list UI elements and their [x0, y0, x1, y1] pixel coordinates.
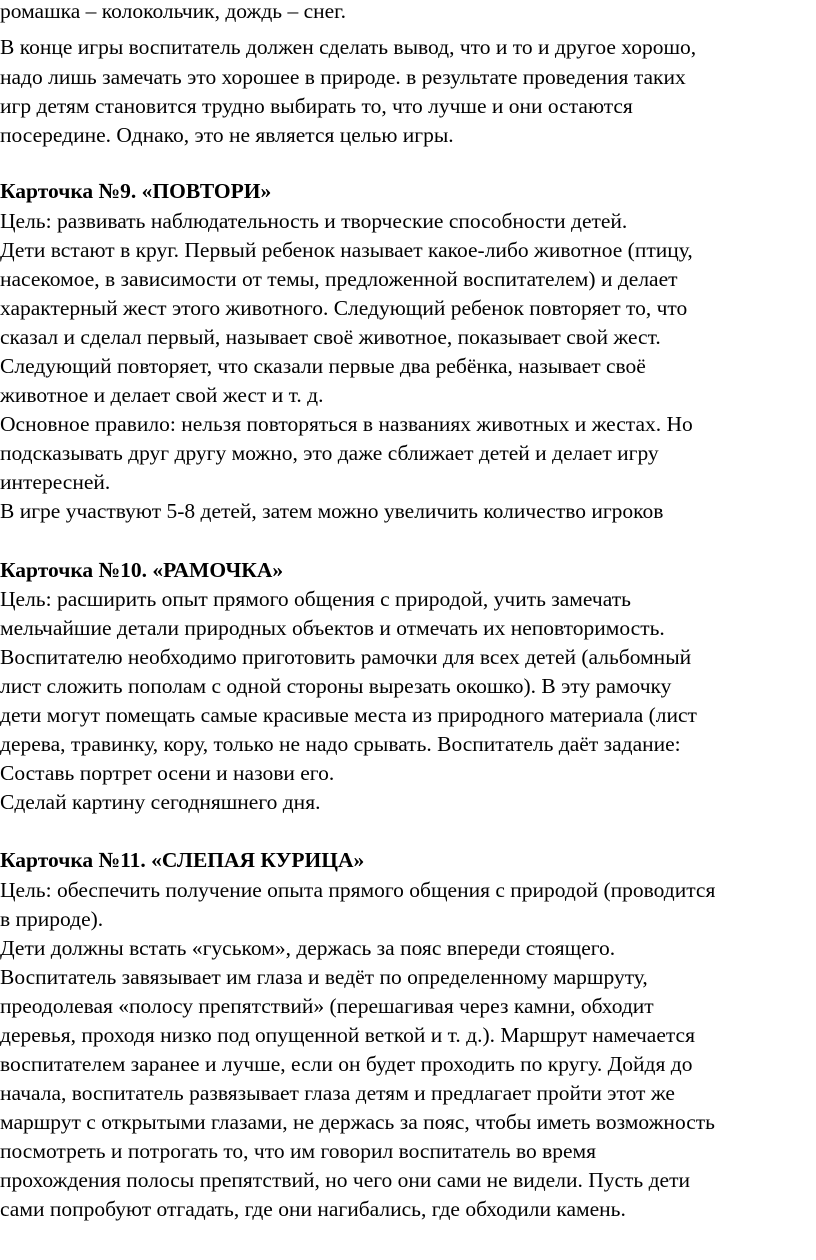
card-9-line: насекомое, в зависимости от темы, предложенной воспитателем) и делает	[0, 267, 678, 291]
card-9-line: характерный жест этого животного. Следующий ребенок повторяет то, что	[0, 296, 688, 320]
card-10-line: дерева, травинку, кору, только не надо срывать. Воспитатель даёт задание:	[0, 732, 681, 756]
card-11-line: прохождения полосы препятствий, но чего они сами не видели. Пусть дети	[0, 1168, 690, 1192]
card-11-line: преодолевая «полосу препятствий» (перешагивая через камни, обходит	[0, 994, 654, 1018]
card-10-line: мельчайшие детали природных объектов и отмечать их неповторимость.	[0, 616, 665, 640]
card-9-line: Следующий повторяет, что сказали первые два ребёнка, называет своё	[0, 354, 646, 378]
intro-line: посередине. Однако, это не является целью игры.	[0, 123, 454, 147]
card-9-line: животное и делает свой жест и т. д.	[0, 383, 324, 407]
card-10-line: Цель: расширить опыт прямого общения с природой, учить замечать	[0, 587, 631, 611]
card-10-line: Сделай картину сегодняшнего дня.	[0, 790, 321, 814]
card-11-line: посмотреть и потрогать то, что им говорил воспитатель во время	[0, 1139, 597, 1163]
card-11-line: воспитателем заранее и лучше, если он будет проходить по кругу. Дойдя до	[0, 1052, 693, 1076]
card-9-line: подсказывать друг другу можно, это даже сближает детей и делает игру	[0, 441, 659, 465]
card-9-line: интересней.	[0, 470, 111, 494]
card-9-line: сказал и сделал первый, называет своё животное, показывает свой жест.	[0, 325, 661, 349]
card-9-line: Дети встают в круг. Первый ребенок называет какое-либо животное (птицу,	[0, 238, 693, 262]
intro-line: игр детям становится трудно выбирать то, что лучше и они остаются	[0, 94, 633, 118]
card-10-line: Составь портрет осени и назови его.	[0, 761, 335, 785]
card-10-title: Карточка №10. «РАМОЧКА»	[0, 558, 284, 582]
card-11-line: деревья, проходя низко под опущенной веткой и т. д.). Маршрут намечается	[0, 1023, 695, 1047]
card-9-line: Цель: развивать наблюдательность и творческие способности детей.	[0, 209, 628, 233]
card-9-title: Карточка №9. «ПОВТОРИ»	[0, 179, 272, 203]
card-11-line: сами попробуют отгадать, где они нагибались, где обходили камень.	[0, 1197, 626, 1221]
card-11-line: Цель: обеспечить получение опыта прямого общения с природой (проводится	[0, 878, 716, 902]
card-11-line: в природе).	[0, 907, 104, 931]
card-11-line: начала, воспитатель развязывает глаза детям и предлагает пройти этот же	[0, 1081, 675, 1105]
card-11-line: маршрут с открытыми глазами, не держась за пояс, чтобы иметь возможность	[0, 1110, 715, 1134]
card-9-line: Основное правило: нельзя повторяться в названиях животных и жестах. Но	[0, 412, 693, 436]
intro-line: В конце игры воспитатель должен сделать вывод, что и то и другое хорошо,	[0, 35, 697, 59]
card-10-line: дети могут помещать самые красивые места из природного материала (лист	[0, 703, 697, 727]
card-11-title: Карточка №11. «СЛЕПАЯ КУРИЦА»	[0, 848, 365, 872]
card-9-line: В игре участвуют 5-8 детей, затем можно увеличить количество игроков	[0, 499, 664, 523]
intro-line: ромашка – колокольчик, дождь – снег.	[0, 0, 346, 23]
card-11-line: Воспитатель завязывает им глаза и ведёт по определенному маршруту,	[0, 965, 648, 989]
card-11-line: Дети должны встать «гуськом», держась за пояс впереди стоящего.	[0, 936, 616, 960]
card-10-line: Воспитателю необходимо приготовить рамочки для всех детей (альбомный	[0, 645, 692, 669]
intro-line: надо лишь замечать это хорошее в природе. в результате проведения таких	[0, 65, 686, 89]
card-10-line: лист сложить пополам с одной стороны вырезать окошко). В эту рамочку	[0, 674, 672, 698]
